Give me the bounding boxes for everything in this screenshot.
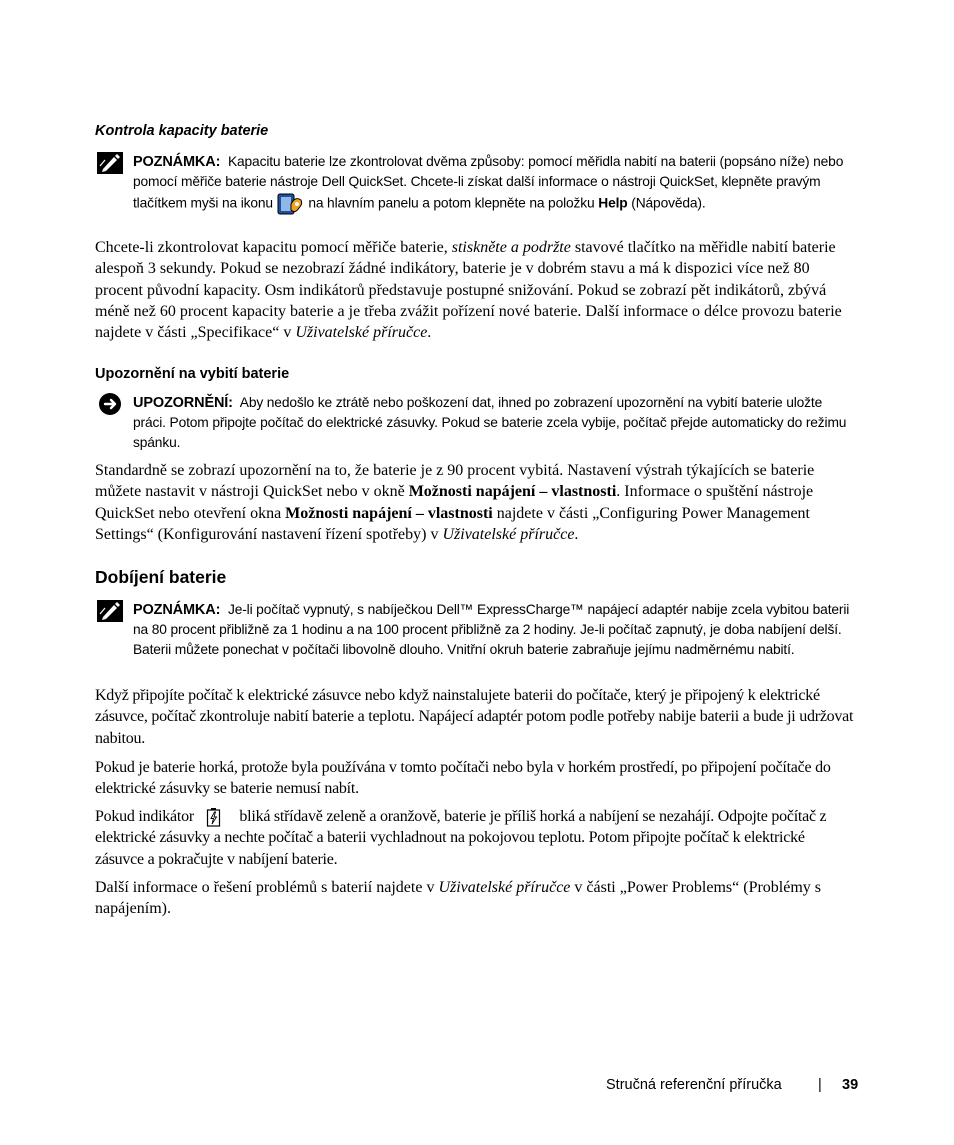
note-pencil-icon — [97, 600, 123, 622]
text-run: Další informace o řešení problémů s baterií najdete v — [95, 879, 435, 896]
paragraph-capacity-check — [95, 237, 857, 343]
paragraph-charging-1: Když připojíte počítač k elektrické zásuvce nebo když nainstalujete baterii do počítače, který je připojený k elektrické zásuvce, počítač zkontroluje nabití baterie a teplotu. Napájecí adaptér potom podle potřeby nabije baterii a bude ji udržovat nabitou. — [95, 687, 854, 747]
text-run: stavové tlačítko na měřidle nabití baterie alespoň 3 sekundy. Pokud se nezobrazí žádné indikátory, baterie je v dobrém stavu a má k dispozici více než 80 procent původní kapacity. Osm indikátorů představuje postupné snižování. Pokud se zobrazí pět indikátorů, zbývá méně než 60 procent kapacity baterie a je třeba zvážit pořízení nové baterie. Další informace o délce provozu baterie najdete v části „Specifikace“ v — [95, 239, 842, 342]
text-run: Chcete-li zkontrolovat kapacitu pomocí měřiče baterie, — [95, 239, 448, 256]
text-run: najdete v části „Configuring Power Management Settings“ (Konfigurování nastavení řízení spotřeby) v — [95, 504, 810, 543]
paragraph-charging-3 — [95, 806, 857, 870]
text-run: Standardně se zobrazí upozornění na to, že baterie je z 90 procent vybitá. Nastavení výstrah týkajících se baterie můžete nastavit v nástroji QuickSet nebo v okně — [95, 462, 815, 501]
quickset-tray-icon — [277, 192, 305, 216]
note-text-part1: Kapacitu baterie lze zkontrolovat dvěma způsoby: pomocí měřidla nabití na baterii (popsáno níže) nebo pomocí měřiče baterie nástroje Dell QuickSet. Chcete-li získat další informace o nástroji QuickSet, klepněte pravým tlačítkem myši na ikonu — [133, 154, 844, 211]
paragraph-charging-2: Pokud je baterie horká, protože byla používána v tomto počítači nebo byla v horkém prostředí, po připojení počítače do elektrické zásuvky se baterie nemusí nabít. — [95, 759, 831, 798]
note-label: POZNÁMKA: — [133, 602, 221, 618]
note-help-term: Help — [598, 195, 628, 211]
footer-separator: | — [818, 1077, 822, 1093]
text-run: bliká střídavě zeleně a oranžově, baterie je příliš horká a nabíjení se nezahájí. Odpojte počítač z elektrické zásuvky a nechte počítač a baterii vychladnout na pokojovou teplotu. Potom připojte počítač k elektrické zásuvce a pokračujte v nabíjení baterie. — [95, 808, 827, 868]
page-number: 39 — [842, 1077, 859, 1093]
heading-charging-battery: Dobíjení baterie — [95, 567, 227, 587]
notice-text: Aby nedošlo ke ztrátě nebo poškození dat, ihned po zobrazení upozornění na vybití baterie uložte práci. Potom připojte počítač do elektrické zásuvky. Pokud se baterie zcela vybije, počítač přejde automaticky do režimu spánku. — [133, 395, 847, 450]
notice-circle-icon — [97, 393, 123, 415]
footer-title: Stručná referenční příručka — [606, 1077, 782, 1093]
text-run: v části „Power Problems“ (Problémy s napájením). — [95, 879, 822, 918]
notice-label: UPOZORNĚNÍ: — [133, 395, 233, 411]
text-guide-reference: Uživatelské příručce — [442, 525, 575, 543]
text-run: Pokud indikátor — [95, 808, 194, 825]
battery-indicator-icon — [202, 807, 232, 827]
text-bold-term: Možnosti napájení – vlastnosti — [408, 483, 617, 501]
heading-low-battery-warning: Upozornění na vybití baterie — [95, 366, 290, 382]
note-text-part2: na hlavním panelu a potom klepněte na položku — [308, 195, 595, 211]
text-guide-reference: Uživatelské příručce — [295, 324, 428, 342]
text-run: . — [427, 324, 432, 342]
text-run: . Informace o spuštění nástroje QuickSet nebo otevření okna — [95, 483, 814, 522]
heading-battery-capacity: Kontrola kapacity baterie — [95, 123, 269, 139]
note-charging — [95, 600, 857, 660]
note-label: POZNÁMKA: — [133, 154, 221, 170]
note-text: Je-li počítač vypnutý, s nabíječkou Dell™ ExpressCharge™ napájecí adaptér nabije zcela vybitou baterii na 80 procent přibližně za 1 hodinu a na 100 procent přibližně za 2 hodiny. Je-li počítač zapnutý, je doba nabíjení delší. Baterii můžete ponechat v počítači libovolně dlouho. Vnitřní okruh baterie zabraňuje jejímu nadměrnému nabití. — [133, 602, 850, 657]
text-guide-reference: Uživatelské příručce — [438, 879, 571, 896]
paragraph-charging-4 — [95, 877, 857, 920]
paragraph-warning-settings — [95, 460, 857, 545]
note-battery-capacity — [95, 152, 857, 216]
note-pencil-icon — [97, 152, 123, 174]
note-text-part3: (Nápověda). — [631, 195, 706, 211]
notice-low-battery — [95, 393, 857, 453]
text-run: . — [574, 525, 579, 543]
text-emphasis: stiskněte a podržte — [451, 239, 571, 256]
text-bold-term: Možnosti napájení – vlastnosti — [285, 504, 493, 522]
